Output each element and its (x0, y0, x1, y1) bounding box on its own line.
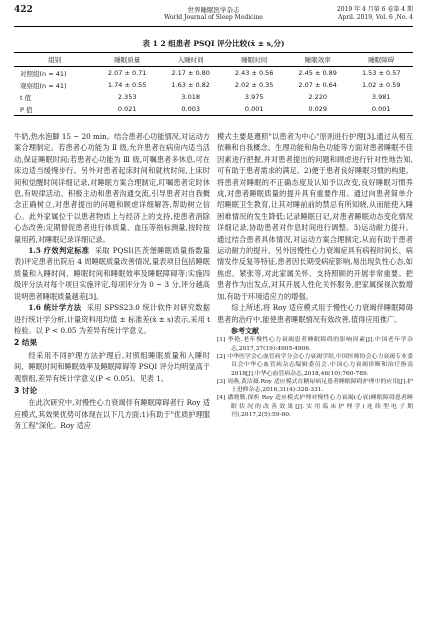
table-cell: 1.74 ± 0.55 (107, 81, 147, 89)
table-header-cell: 睡眠障碍 (349, 53, 413, 67)
table-cell: 0.029 (286, 103, 350, 116)
reference-item: [4] 潘晓勤.探析 Roy 适应模式护理对慢性心力衰竭(心衰)睡眠障碍患者睡眠状况的改善效果[J].实用临床护理学(连续型电子期刊),2017,2(5):59-60. (217, 395, 413, 418)
table-cell: 2.02 ± 0.35 (234, 81, 274, 89)
table-row (14, 79, 413, 91)
body-paragraph: 模式主要是遵照"以患者为中心"原则进行护理[3],通过从相互依赖和自我概念、生理功能和角色功能等方面对患者睡眠不佳因素进行把握,并对患者提出的问题和顾虑进行针对性地告知,可有助于患者需求的满足。2)便于患者良好睡眠习惯的构建。将患者对睡眠的不正确态度及认知予以改变,良好睡眠习惯养成,对患者睡眠质量的提升具有重要作用。通过向患者简单介绍睡眠卫生教育,让其对睡前前的禁忌有所知晓,从而能使入睡困难情况的发生降低;记录睡眠日记,对患者睡眠动态变化情况详细记录,协助患者对作息时间进行调整。3)运动耐力提升。通过结合患者具体情况,对运动方案合理制定,从而有助于患者运动耐力的提升。另外因慢性心力衰竭症具有病程时间长、病情发作反复等特征,患者因长期受病症影响,易出现负性心态,如焦虑、紧张等,对此家属关怀、支持照顾的开展非常重要。把患者作为出发点,对其开展人性化关怀服务,把家属探视次数增加,有助于环境适应力的增强。 (217, 132, 413, 301)
table-cell: 1.63 ± 0.82 (171, 81, 210, 89)
section-heading: 1.6 统计学方法 (28, 303, 82, 313)
table-cell: 3.975 (244, 93, 264, 101)
table-header-cell: 睡眠时间 (222, 53, 286, 67)
right-column (217, 131, 413, 419)
issue-en: April. 2019, Vol. 6 ,No. 4 (338, 14, 413, 21)
psqi-table (14, 52, 413, 116)
table-cell: 观察组(n = 41) (20, 81, 67, 90)
table-cell: 2.45 ± 0.89 (298, 69, 337, 77)
stats-paragraph (14, 302, 210, 336)
table-cell: 对照组(n = 41) (20, 69, 67, 78)
discussion-paragraph: 在此次研究中,对慢性心力衰竭伴有睡眠障碍者行 Roy 适应模式,其效果优势可体现在以下几方面:1)有助于"优质护理服务工程"深化。Roy 适应 (14, 398, 210, 431)
criteria-paragraph (14, 245, 210, 302)
reference-item: [2] 中华医学会心血管病学分会心力衰竭学组,中国医师协会心力衰竭专业委员会中华心血管病杂志编辑委员会.中国心力衰竭诊断和治疗指南 2018[J].中华心血管病杂志,2018,46(10):760-789. (217, 353, 413, 377)
reference-item: [1] 李艳.老年慢性心力衰竭患者睡眠障碍的影响因素[J].中国老年学杂志,2017,37(19):4905-4906. (217, 337, 413, 352)
table-header-cell: 组别 (14, 53, 95, 67)
journal-title-en: World Journal of Sleep Medicine (164, 14, 263, 21)
section-heading: 1.5 疗效判定标准 (28, 246, 90, 256)
table-cell: 0.001 (349, 103, 413, 116)
table-cell: 1.53 ± 0.57 (361, 69, 401, 77)
references-heading: 参考文献 (231, 325, 259, 335)
table-cell: P 值 (14, 103, 95, 116)
criteria-text: 采取 PQSI(匹茨堡睡眠质量指数量表)评定患者出院后 4 周睡眠质量改善情况,量表项目包括睡眠质量和入睡时间、睡眠时间和睡眠效率及睡眠障碍等;实施四级评分法对每个项目实施评定,每项评分为 0 ~ 3 分,评分越高说明患者睡眠质量越差[3]。 (14, 246, 210, 301)
table-cell: 0.021 (95, 103, 159, 116)
left-column (14, 131, 210, 432)
table-cell: 3.018 (181, 93, 200, 101)
reference-item: [3] 周燕,黄洁薇.Roy 适应模式在糖尿病足患者睡眠障碍护理中的应用[J].护士进修杂志,2016,31(4):328-331. (217, 378, 413, 394)
stats-text: 采用 SPSS23.0 统计软件对研究数据进行统计学分析,计量资料用均值 ± 标准差(x̄ ± s)表示,采用 t 检验。以 P < 0.05 为差异有统计学意义。 (14, 303, 210, 335)
header-rule (14, 26, 413, 27)
table-cell: t 值 (20, 93, 32, 102)
table-cell: 3.981 (371, 93, 391, 101)
issue-cn: 2019 年 4 月第 6 卷第 4 期 (336, 6, 413, 13)
table-row (14, 91, 413, 103)
table-cell: 2.220 (308, 93, 327, 101)
table-cell: 2.07 ± 0.64 (298, 81, 337, 89)
table-header-cell: 睡眠质量 (95, 53, 159, 67)
table-cell: 2.17 ± 0.80 (171, 69, 210, 77)
running-header (14, 4, 413, 26)
table-cell: 1.02 ± 0.59 (361, 81, 401, 89)
table-header-cell: 睡眠效率 (286, 53, 350, 67)
table-header-cell: 入睡时间 (159, 53, 223, 67)
table-caption: 表 1 2 组患者 PSQI 评分比较(x̄ ± s,分) (142, 39, 285, 48)
table-cell: 2.07 ± 0.71 (107, 69, 147, 77)
discussion-heading: 3 讨论 (14, 385, 38, 395)
conclusion-paragraph: 综上所述,将 Roy 适应模式用于慢性心力衰竭伴睡眠障碍患者的治疗中,能使患者睡眠情况有效改善,值得应用推广。 (217, 303, 413, 324)
table-cell: 0.001 (222, 103, 286, 116)
page-number: 422 (14, 5, 33, 15)
issue-info (337, 6, 413, 22)
table-row (14, 67, 413, 80)
results-heading: 2 结果 (14, 338, 38, 348)
body-paragraph: 牛奶,热水泡脚 15 ~ 20 min。结合患者心功能情况,对运动方案合理制定。若患者心功能为 Ⅱ 级,允许患者在病房内适当活动,保证睡眠时间;若患者心功能为 Ⅲ 级,可嘱患者多休息,可在床边适当缓慢步行。另外对患者起床时间和就枕时间,上床时间和觉醒时间详细记录,对睡眠方案合理制定,叮嘱患者定时休息,有规律活动。积极主动和患者沟通交流,引导患者对自我概念正确树立,对患者提出的问题和顾虑详细解答,帮助树立信心。此外家属位于以患者物质上与经济上的支持,使患者消除心态改善;定期督促患者进行体质量、血压等指标测量,按时按量用药,对睡眠记录详细记录。 (14, 132, 210, 244)
table-row (14, 103, 413, 116)
table-cell: 0.003 (159, 103, 223, 116)
table-header-row (14, 53, 413, 67)
table-cell: 2.353 (117, 93, 137, 101)
results-paragraph: 经采用不同护理方法护理后,对照组睡眠质量和入睡时间、睡眠时间和睡眠效率及睡眠障碍等 PSQI 评分均明显高于观察组,差异有统计学意义(P < 0.05)。见表 1。 (14, 350, 210, 383)
table-cell: 2.43 ± 0.56 (234, 69, 274, 77)
journal-title-cn: 世界睡眠医学杂志 (187, 6, 240, 14)
